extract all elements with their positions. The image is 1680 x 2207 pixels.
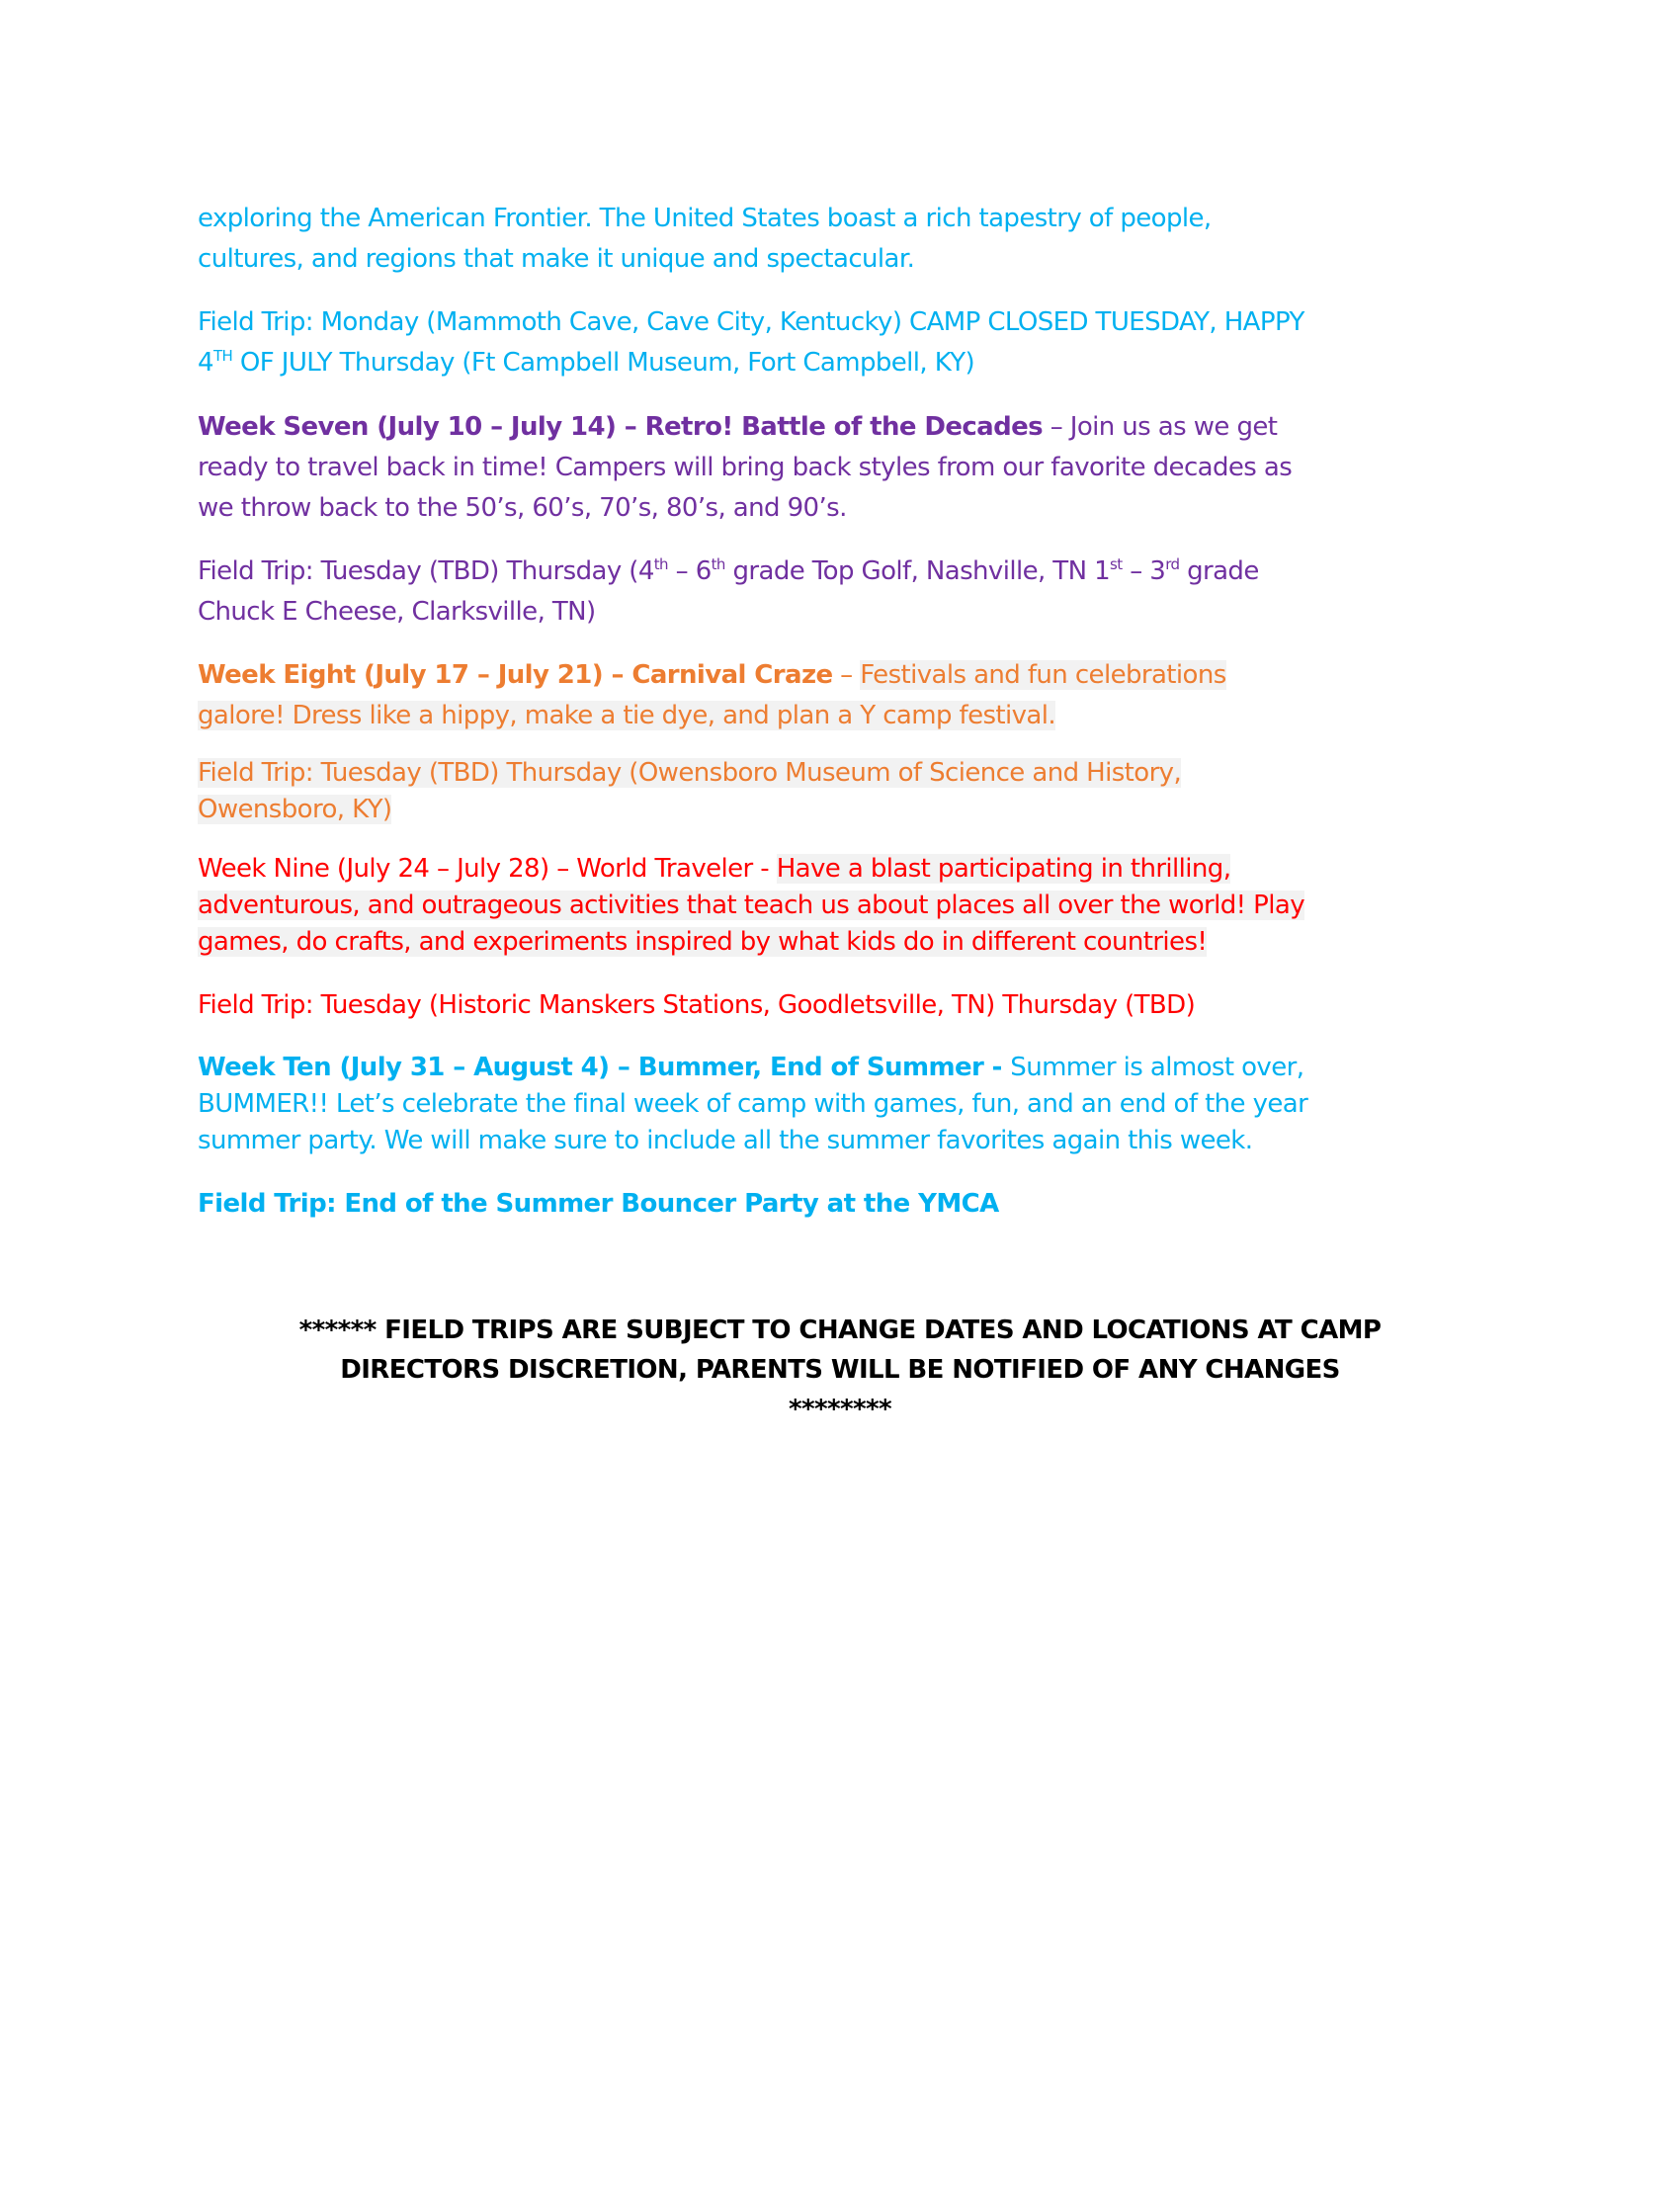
text: adventurous, and outrageous activities that teach us about places all over the world! Play — [198, 891, 1304, 920]
text: OF JULY Thursday (Ft Campbell Museum, Fort Campbell, KY) — [232, 348, 975, 378]
text: galore! Dress like a hippy, make a tie dye, and plan a Y camp festival. — [198, 701, 1056, 730]
superscript: rd — [1165, 555, 1180, 573]
week9-title: Week Nine (July 24 – July 28) – World Traveler - — [198, 854, 777, 884]
text: Summer is almost over, — [1010, 1053, 1304, 1082]
text: Have a blast participating in thrilling, — [776, 854, 1231, 884]
field-trip-line: Field Trip: Monday (Mammoth Cave, Cave City, Kentucky) CAMP CLOSED TUESDAY, HAPPY — [198, 307, 1304, 337]
disclaimer-line: ******** — [789, 1395, 891, 1424]
superscript: st — [1110, 555, 1123, 573]
text: grade Top Golf, Nashville, TN 1 — [724, 556, 1111, 586]
text: summer party. We will make sure to include all the summer favorites again this week. — [198, 1126, 1253, 1155]
week6-field-trip — [198, 302, 1304, 383]
week8-title: Week Eight (July 17 – July 21) – Carnival Craze — [198, 660, 833, 690]
week9-paragraph — [198, 851, 1304, 961]
text: we throw back to the 50’s, 60’s, 70’s, 80’s, and 90’s. — [198, 493, 847, 523]
week7-field-trip — [198, 552, 1259, 633]
text: Field Trip: End of the Summer Bouncer Party at the YMCA — [198, 1189, 999, 1219]
disclaimer-line: DIRECTORS DISCRETION, PARENTS WILL BE NOTIFIED OF ANY CHANGES — [340, 1355, 1340, 1385]
superscript: TH — [212, 347, 233, 365]
superscript: th — [653, 555, 668, 573]
text: – — [832, 660, 861, 690]
week7-title: Week Seven (July 10 – July 14) – Retro! Battle of the Decades — [198, 412, 1044, 442]
text: Festivals and fun celebrations — [860, 660, 1226, 690]
week8-paragraph — [198, 655, 1226, 736]
text: grade — [1179, 556, 1259, 586]
week10-title: Week Ten (July 31 – August 4) – Bummer, End of Summer - — [198, 1053, 1011, 1082]
intro-line: cultures, and regions that make it unique and spectacular. — [198, 244, 915, 274]
text: – Join us as we get — [1043, 412, 1278, 442]
text: Field Trip: Tuesday (TBD) Thursday (4 — [198, 556, 654, 586]
disclaimer-line: ****** FIELD TRIPS ARE SUBJECT TO CHANGE DATES AND LOCATIONS AT CAMP — [298, 1316, 1382, 1345]
text: games, do crafts, and experiments inspired by what kids do in different countries! — [198, 927, 1208, 957]
superscript: th — [711, 555, 725, 573]
week9-field-trip — [198, 985, 1195, 1026]
intro-paragraph — [198, 199, 1212, 280]
text: ready to travel back in time! Campers will bring back styles from our favorite decades as — [198, 453, 1293, 482]
week7-paragraph — [198, 407, 1292, 529]
text: Chuck E Cheese, Clarksville, TN) — [198, 597, 596, 627]
disclaimer — [198, 1311, 1482, 1429]
text: – 6 — [667, 556, 712, 586]
text: 4 — [198, 348, 213, 378]
text: Field Trip: Tuesday (Historic Manskers Stations, Goodletsville, TN) Thursday (TBD) — [198, 990, 1196, 1020]
week10-field-trip — [198, 1184, 999, 1225]
week10-paragraph — [198, 1050, 1307, 1159]
text: – 3 — [1122, 556, 1166, 586]
text: BUMMER!! Let’s celebrate the final week of camp with games, fun, and an end of the year — [198, 1089, 1308, 1119]
text: Owensboro, KY) — [198, 795, 392, 824]
intro-line: exploring the American Frontier. The United States boast a rich tapestry of people, — [198, 204, 1212, 233]
text: Field Trip: Tuesday (TBD) Thursday (Owensboro Museum of Science and History, — [198, 758, 1182, 788]
week8-field-trip — [198, 755, 1181, 828]
